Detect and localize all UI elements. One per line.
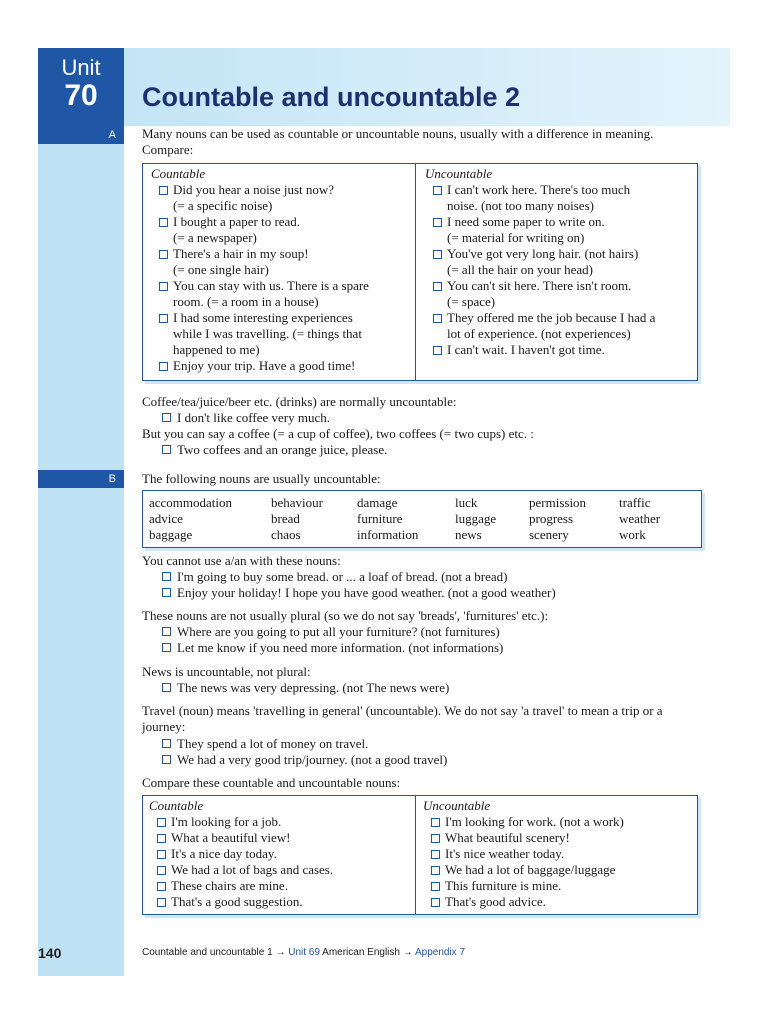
rule-a-an: You cannot use a/an with these nouns: [142,553,341,568]
compare-divider [415,164,416,380]
section-b-marker: B [38,470,124,488]
example-item [425,310,697,342]
noun-column [455,495,496,543]
footer-text: American English → [319,947,415,958]
section-b-intro: The following nouns are usually uncountable: [142,471,381,486]
rule-travel: Travel (noun) means 'travelling in general' (uncountable). We do not say 'a travel' to mean a trip or a journey: [142,703,663,734]
example [162,624,702,640]
checkbox-bullet-icon [162,445,171,454]
example-item [151,310,411,358]
checkbox-bullet-icon [157,866,166,875]
example-text: There's a hair in my soup! [173,246,309,261]
example-text: These chairs are mine. [171,878,288,893]
noun: baggage [149,527,193,542]
noun-column [357,495,418,543]
unit-label: Unit [61,55,101,80]
checkbox-bullet-icon [157,818,166,827]
example [162,585,702,601]
example-text: room. (= a room in a house) [173,294,319,309]
example-text: What a beautiful view! [171,830,291,845]
example-text: What beautiful scenery! [445,830,570,845]
compare-box-1 [142,163,698,381]
noun: damage [357,495,398,510]
footer-text: Countable and uncountable 1 → [142,947,289,958]
checkbox-bullet-icon [162,588,171,597]
countable-list [151,182,411,374]
compare-divider [415,796,416,914]
noun-column [529,495,586,543]
unit-number: 70 [64,79,98,112]
unit-69-link[interactable]: Unit 69 [288,947,320,958]
drinks-rule: Coffee/tea/juice/beer etc. (drinks) are normally uncountable: [142,394,457,409]
example-text: Where are you going to put all your furniture? (not furnitures) [177,624,500,639]
checkbox-bullet-icon [159,282,168,291]
example-item [149,814,409,830]
example-text: They offered me the job because I had a [447,310,656,325]
example-text: The news was very depressing. (not The news were) [177,680,450,695]
checkbox-bullet-icon [159,362,168,371]
example-text: (= material for writing on) [447,230,585,245]
checkbox-bullet-icon [433,314,442,323]
noun: luggage [455,511,497,526]
noun: permission [529,495,587,510]
example-item [425,278,697,310]
checkbox-bullet-icon [159,250,168,259]
section-a-marker: A [38,126,124,144]
checkbox-bullet-icon [162,413,171,422]
example-text: You can stay with us. There is a spare [173,278,369,293]
example [162,736,702,752]
checkbox-bullet-icon [431,850,440,859]
example-text: (= one single hair) [173,262,269,277]
noun: chaos [271,527,301,542]
drinks-rule-2: But you can say a coffee (= a cup of coffee), two coffees (= two cups) etc. : [142,426,534,441]
example-text: lot of experience. (not experiences) [447,326,631,341]
example-text: I'm going to buy some bread. or ... a loaf of bread. (not a bread) [177,569,508,584]
intro-text: Many nouns can be used as countable or uncountable nouns, usually with a difference in meaning. Compare: [142,126,654,157]
checkbox-bullet-icon [162,683,171,692]
example-item [149,846,409,862]
example-text: I need some paper to write on. [447,214,605,229]
checkbox-bullet-icon [162,643,171,652]
noun: news [455,527,482,542]
example-item [425,342,697,358]
example-item [151,214,411,246]
example-text: while I was travelling. (= things that [173,326,362,341]
example-item [423,894,695,910]
rule-news: News is uncountable, not plural: [142,664,311,679]
noun: progress [529,511,574,526]
checkbox-bullet-icon [431,882,440,891]
noun: behaviour [271,495,323,510]
noun: accommodation [149,495,233,510]
noun: information [357,527,419,542]
uncountable-heading: Uncountable [425,166,493,181]
checkbox-bullet-icon [157,834,166,843]
example-text: (= all the hair on your head) [447,262,593,277]
rule-compare: Compare these countable and uncountable nouns: [142,775,401,790]
example-item [423,830,695,846]
example-text: We had a very good trip/journey. (not a good travel) [177,752,448,767]
example-text: happened to me) [173,342,260,357]
example-text: noise. (not too many noises) [447,198,594,213]
checkbox-bullet-icon [157,850,166,859]
noun: scenery [529,527,569,542]
example-text: (= a specific noise) [173,198,273,213]
example-text: We had a lot of bags and cases. [171,862,334,877]
noun: traffic [619,495,651,510]
rule-plural: These nouns are not usually plural (so we do not say 'breads', 'furnitures' etc.): [142,608,549,623]
example-item [423,878,695,894]
example [162,640,702,656]
noun: bread [271,511,300,526]
example-text: I can't wait. I haven't got time. [447,342,605,357]
example-item [151,358,411,374]
footer-crossref [142,947,465,958]
noun: weather [619,511,661,526]
page-number: 140 [38,945,62,961]
countable-column [151,166,411,374]
uncountable-list [423,814,695,910]
drinks-example-2 [162,442,702,458]
example-item [425,214,697,246]
example-text: This furniture is mine. [445,878,562,893]
checkbox-bullet-icon [431,818,440,827]
checkbox-bullet-icon [162,755,171,764]
example [162,752,702,768]
example-text: Enjoy your holiday! I hope you have good weather. (not a good weather) [177,585,556,600]
uncountable-nouns-box [142,490,702,548]
noun: furniture [357,511,403,526]
example-text: Enjoy your trip. Have a good time! [173,358,356,373]
compare-box-2 [142,795,698,915]
example-text: That's a good suggestion. [171,894,303,909]
example-item [149,878,409,894]
checkbox-bullet-icon [159,218,168,227]
checkbox-bullet-icon [431,834,440,843]
checkbox-bullet-icon [162,627,171,636]
example-text: (= space) [447,294,496,309]
checkbox-bullet-icon [433,250,442,259]
countable-list [149,814,409,910]
uncountable-column [425,166,697,358]
example-item [425,246,697,278]
uncountable-heading: Uncountable [423,798,491,813]
example-item [149,830,409,846]
example-text: They spend a lot of money on travel. [177,736,369,751]
example-item [423,862,695,878]
checkbox-bullet-icon [159,314,168,323]
example-text: (= a newspaper) [173,230,257,245]
example-item [149,862,409,878]
checkbox-bullet-icon [159,186,168,195]
noun-column [619,495,660,543]
noun: advice [149,511,183,526]
checkbox-bullet-icon [433,186,442,195]
countable-heading: Countable [151,166,206,181]
example-text: Two coffees and an orange juice, please. [177,442,388,457]
checkbox-bullet-icon [433,218,442,227]
example-text: I bought a paper to read. [173,214,301,229]
unit-box [38,48,124,126]
example-text: Let me know if you need more information. (not informations) [177,640,504,655]
checkbox-bullet-icon [433,346,442,355]
example [162,569,702,585]
checkbox-bullet-icon [162,739,171,748]
example-text: I'm looking for work. (not a work) [445,814,624,829]
countable-heading: Countable [149,798,204,813]
example [162,680,702,696]
page-title: Countable and uncountable 2 [142,82,521,112]
uncountable-column [423,798,695,910]
noun: luck [455,495,478,510]
example-text: I had some interesting experiences [173,310,353,325]
example-item [151,278,411,310]
example-text: It's a nice day today. [171,846,277,861]
checkbox-bullet-icon [431,866,440,875]
example-text: I can't work here. There's too much [447,182,631,197]
appendix-7-link[interactable]: Appendix 7 [414,947,466,958]
checkbox-bullet-icon [431,898,440,907]
example-text: I'm looking for a job. [171,814,282,829]
example-text: Did you hear a noise just now? [173,182,335,197]
example-item [423,814,695,830]
noun: work [619,527,646,542]
checkbox-bullet-icon [162,572,171,581]
example-text: I don't like coffee very much. [177,410,330,425]
example-text: You've got very long hair. (not hairs) [447,246,639,261]
drinks-example-1 [162,410,702,426]
uncountable-list [425,182,697,358]
example-text: That's good advice. [445,894,546,909]
example-item [151,246,411,278]
sidebar [38,126,124,976]
example-item [425,182,697,214]
checkbox-bullet-icon [433,282,442,291]
example-item [151,182,411,214]
countable-column [149,798,409,910]
noun-column [149,495,232,543]
example-item [423,846,695,862]
example-text: It's nice weather today. [445,846,565,861]
example-text: You can't sit here. There isn't room. [447,278,632,293]
noun-column [271,495,323,543]
example-item [149,894,409,910]
checkbox-bullet-icon [157,882,166,891]
checkbox-bullet-icon [157,898,166,907]
example-text: We had a lot of baggage/luggage [445,862,616,877]
